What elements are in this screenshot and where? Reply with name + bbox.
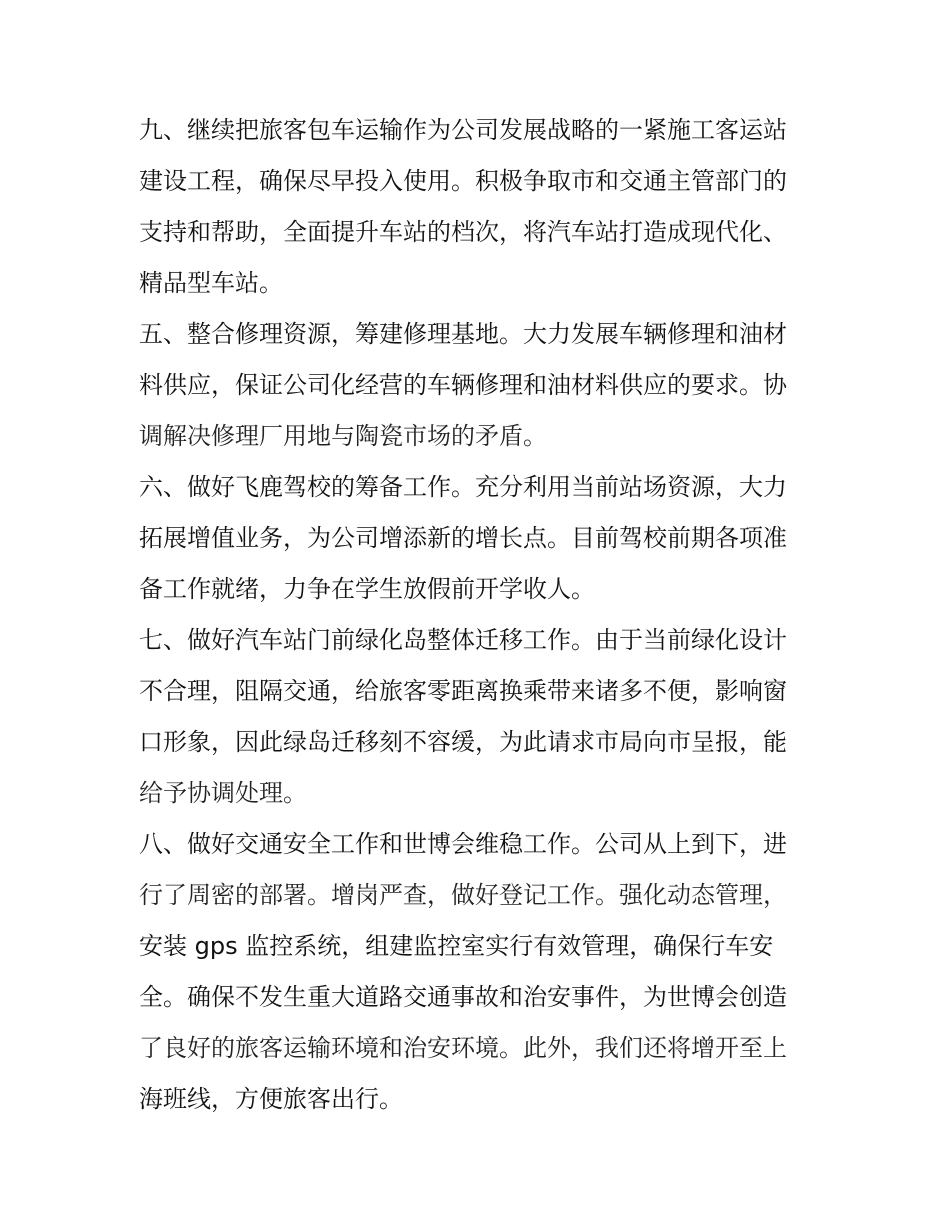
text-line: 拓展增值业务，为公司增添新的增长点。目前驾校前期各项准 xyxy=(139,524,787,552)
text-line: 海班线，方便旅客出行。 xyxy=(139,1085,403,1113)
text-line: 料供应，保证公司化经营的车辆修理和油材料供应的要求。协 xyxy=(139,371,787,399)
text-line: 了良好的旅客运输环境和治安环境。此外，我们还将增开至上 xyxy=(139,1034,787,1062)
document-body xyxy=(139,105,819,1125)
text-line: 八、做好交通安全工作和世博会维稳工作。公司从上到下，进 xyxy=(139,830,787,858)
text-line: 行了周密的部署。增岗严查，做好登记工作。强化动态管理， xyxy=(139,881,787,909)
text-line: 精品型车站。 xyxy=(139,269,283,297)
text-line: 支持和帮助，全面提升车站的档次，将汽车站打造成现代化、 xyxy=(139,218,787,246)
text-line: 不合理，阻隔交通，给旅客零距离换乘带来诸多不便，影响窗 xyxy=(139,677,787,705)
text-line: 五、整合修理资源，筹建修理基地。大力发展车辆修理和油材 xyxy=(139,320,787,348)
text-line: 全。确保不发生重大道路交通事故和治安事件，为世博会创造 xyxy=(139,983,787,1011)
text-line: 安装 gps 监控系统，组建监控室实行有效管理，确保行车安 xyxy=(139,932,774,960)
text-line: 备工作就绪，力争在学生放假前开学收人。 xyxy=(139,575,595,603)
text-line: 六、做好飞鹿驾校的筹备工作。充分利用当前站场资源，大力 xyxy=(139,473,787,501)
text-line: 给予协调处理。 xyxy=(139,779,307,807)
text-line: 口形象，因此绿岛迁移刻不容缓，为此请求市局向市呈报，能 xyxy=(139,728,787,756)
text-line: 九、继续把旅客包车运输作为公司发展战略的一紧施工客运站 xyxy=(139,116,787,144)
text-line: 建设工程，确保尽早投入使用。积极争取市和交通主管部门的 xyxy=(139,167,787,195)
text-line: 调解决修理厂用地与陶瓷市场的矛盾。 xyxy=(139,422,547,450)
text-line: 七、做好汽车站门前绿化岛整体迁移工作。由于当前绿化设计 xyxy=(139,626,787,654)
